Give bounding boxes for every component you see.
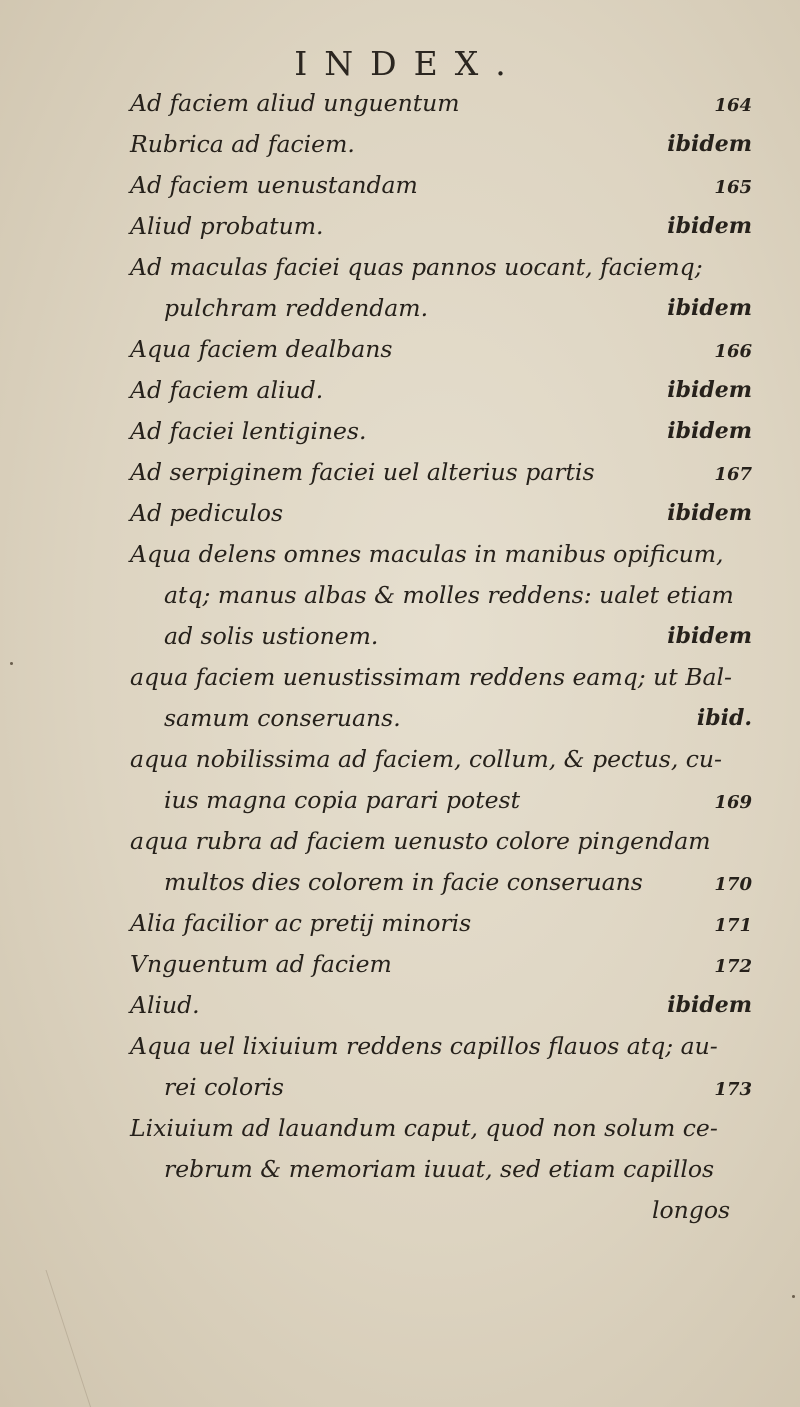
page-ref: ibidem: [667, 377, 752, 403]
page-ref: 166: [714, 341, 752, 362]
index-line: [0, 579, 800, 611]
index-line: [0, 128, 800, 160]
page-ref: 172: [714, 956, 752, 977]
entry-text: longos: [652, 1196, 731, 1224]
page-ref: 169: [714, 792, 752, 813]
header-text: INDEX.: [294, 44, 523, 83]
index-line: [0, 907, 800, 939]
entry-text: Alia facilior ac pretij minoris: [130, 909, 472, 937]
entry-text: Ad faciem aliud unguentum: [130, 89, 460, 117]
index-line: [0, 1030, 800, 1062]
entry-text: pulchram reddendam.: [164, 294, 429, 322]
entry-text: ad solis ustionem.: [164, 622, 379, 650]
index-line: [0, 620, 800, 652]
entry-text: rebrum & memoriam iuuat, sed etiam capillos: [164, 1155, 715, 1183]
index-line: [0, 169, 800, 201]
index-line: [0, 825, 800, 857]
entry-text: Aliud.: [130, 991, 200, 1019]
entry-text: aqua faciem uenustissimam reddens eamq; ut Bal-: [130, 663, 732, 691]
page-header: [0, 44, 800, 88]
index-line: [0, 866, 800, 898]
entry-text: Ad maculas faciei quas pannos uocant, faciemq;: [130, 253, 703, 281]
entry-text: rei coloris: [164, 1073, 284, 1101]
paper-speck: [10, 662, 13, 665]
index-line: [0, 1071, 800, 1103]
entry-text: Ad pediculos: [130, 499, 284, 527]
entry-text: samum conseruans.: [164, 704, 401, 732]
index-line: [0, 415, 800, 447]
entry-text: Ad faciei lentigines.: [130, 417, 367, 445]
page-ref: ibidem: [667, 992, 752, 1018]
page-ref: 164: [714, 95, 752, 116]
index-line: [0, 743, 800, 775]
page-ref: 165: [714, 177, 752, 198]
page-ref: ibidem: [667, 213, 752, 239]
entry-text: Lixiuium ad lauandum caput, quod non solum ce-: [130, 1114, 718, 1142]
index-line: [0, 784, 800, 816]
entry-text: ius magna copia parari potest: [164, 786, 521, 814]
paper-speck: [792, 1295, 795, 1298]
entry-text: Aqua uel lixiuium reddens capillos flauos atq; au-: [130, 1032, 718, 1060]
page-ref: ibidem: [667, 623, 752, 649]
index-line: [0, 1194, 800, 1226]
page-ref: ibidem: [667, 500, 752, 526]
page-ref: ibidem: [667, 295, 752, 321]
page-ref: ibid.: [696, 705, 752, 731]
index-line: [0, 251, 800, 283]
index-line: [0, 538, 800, 570]
entry-text: multos dies colorem in facie conseruans: [164, 868, 643, 896]
index-line: [0, 989, 800, 1021]
entry-text: Rubrica ad faciem.: [130, 130, 355, 158]
index-line: [0, 661, 800, 693]
entry-text: aqua rubra ad faciem uenusto colore pingendam: [130, 827, 711, 855]
entry-text: Aqua faciem dealbans: [130, 335, 393, 363]
entry-text: Ad faciem aliud.: [130, 376, 324, 404]
index-line: [0, 1153, 800, 1185]
entry-text: Aliud probatum.: [130, 212, 324, 240]
page-ref: ibidem: [667, 418, 752, 444]
entry-text: Ad serpiginem faciei uel alterius partis: [130, 458, 595, 486]
index-line: [0, 87, 800, 119]
entry-text: Vnguentum ad faciem: [130, 950, 392, 978]
entry-text: aqua nobilissima ad faciem, collum, & pectus, cu-: [130, 745, 722, 773]
index-line: [0, 210, 800, 242]
index-line: [0, 333, 800, 365]
page-ref: 171: [714, 915, 752, 936]
index-line: [0, 497, 800, 529]
index-line: [0, 374, 800, 406]
page-ref: 167: [714, 464, 752, 485]
index-line: [0, 292, 800, 324]
page-crease: [0, 1270, 91, 1407]
page-ref: ibidem: [667, 131, 752, 157]
index-line: [0, 1112, 800, 1144]
page-ref: 173: [714, 1079, 752, 1100]
index-line: [0, 948, 800, 980]
index-line: [0, 702, 800, 734]
entry-text: atq; manus albas & molles reddens: ualet etiam: [164, 581, 734, 609]
entry-text: Aqua delens omnes maculas in manibus opificum,: [130, 540, 724, 568]
page-ref: 170: [714, 874, 752, 895]
entry-text: Ad faciem uenustandam: [130, 171, 418, 199]
index-line: [0, 456, 800, 488]
